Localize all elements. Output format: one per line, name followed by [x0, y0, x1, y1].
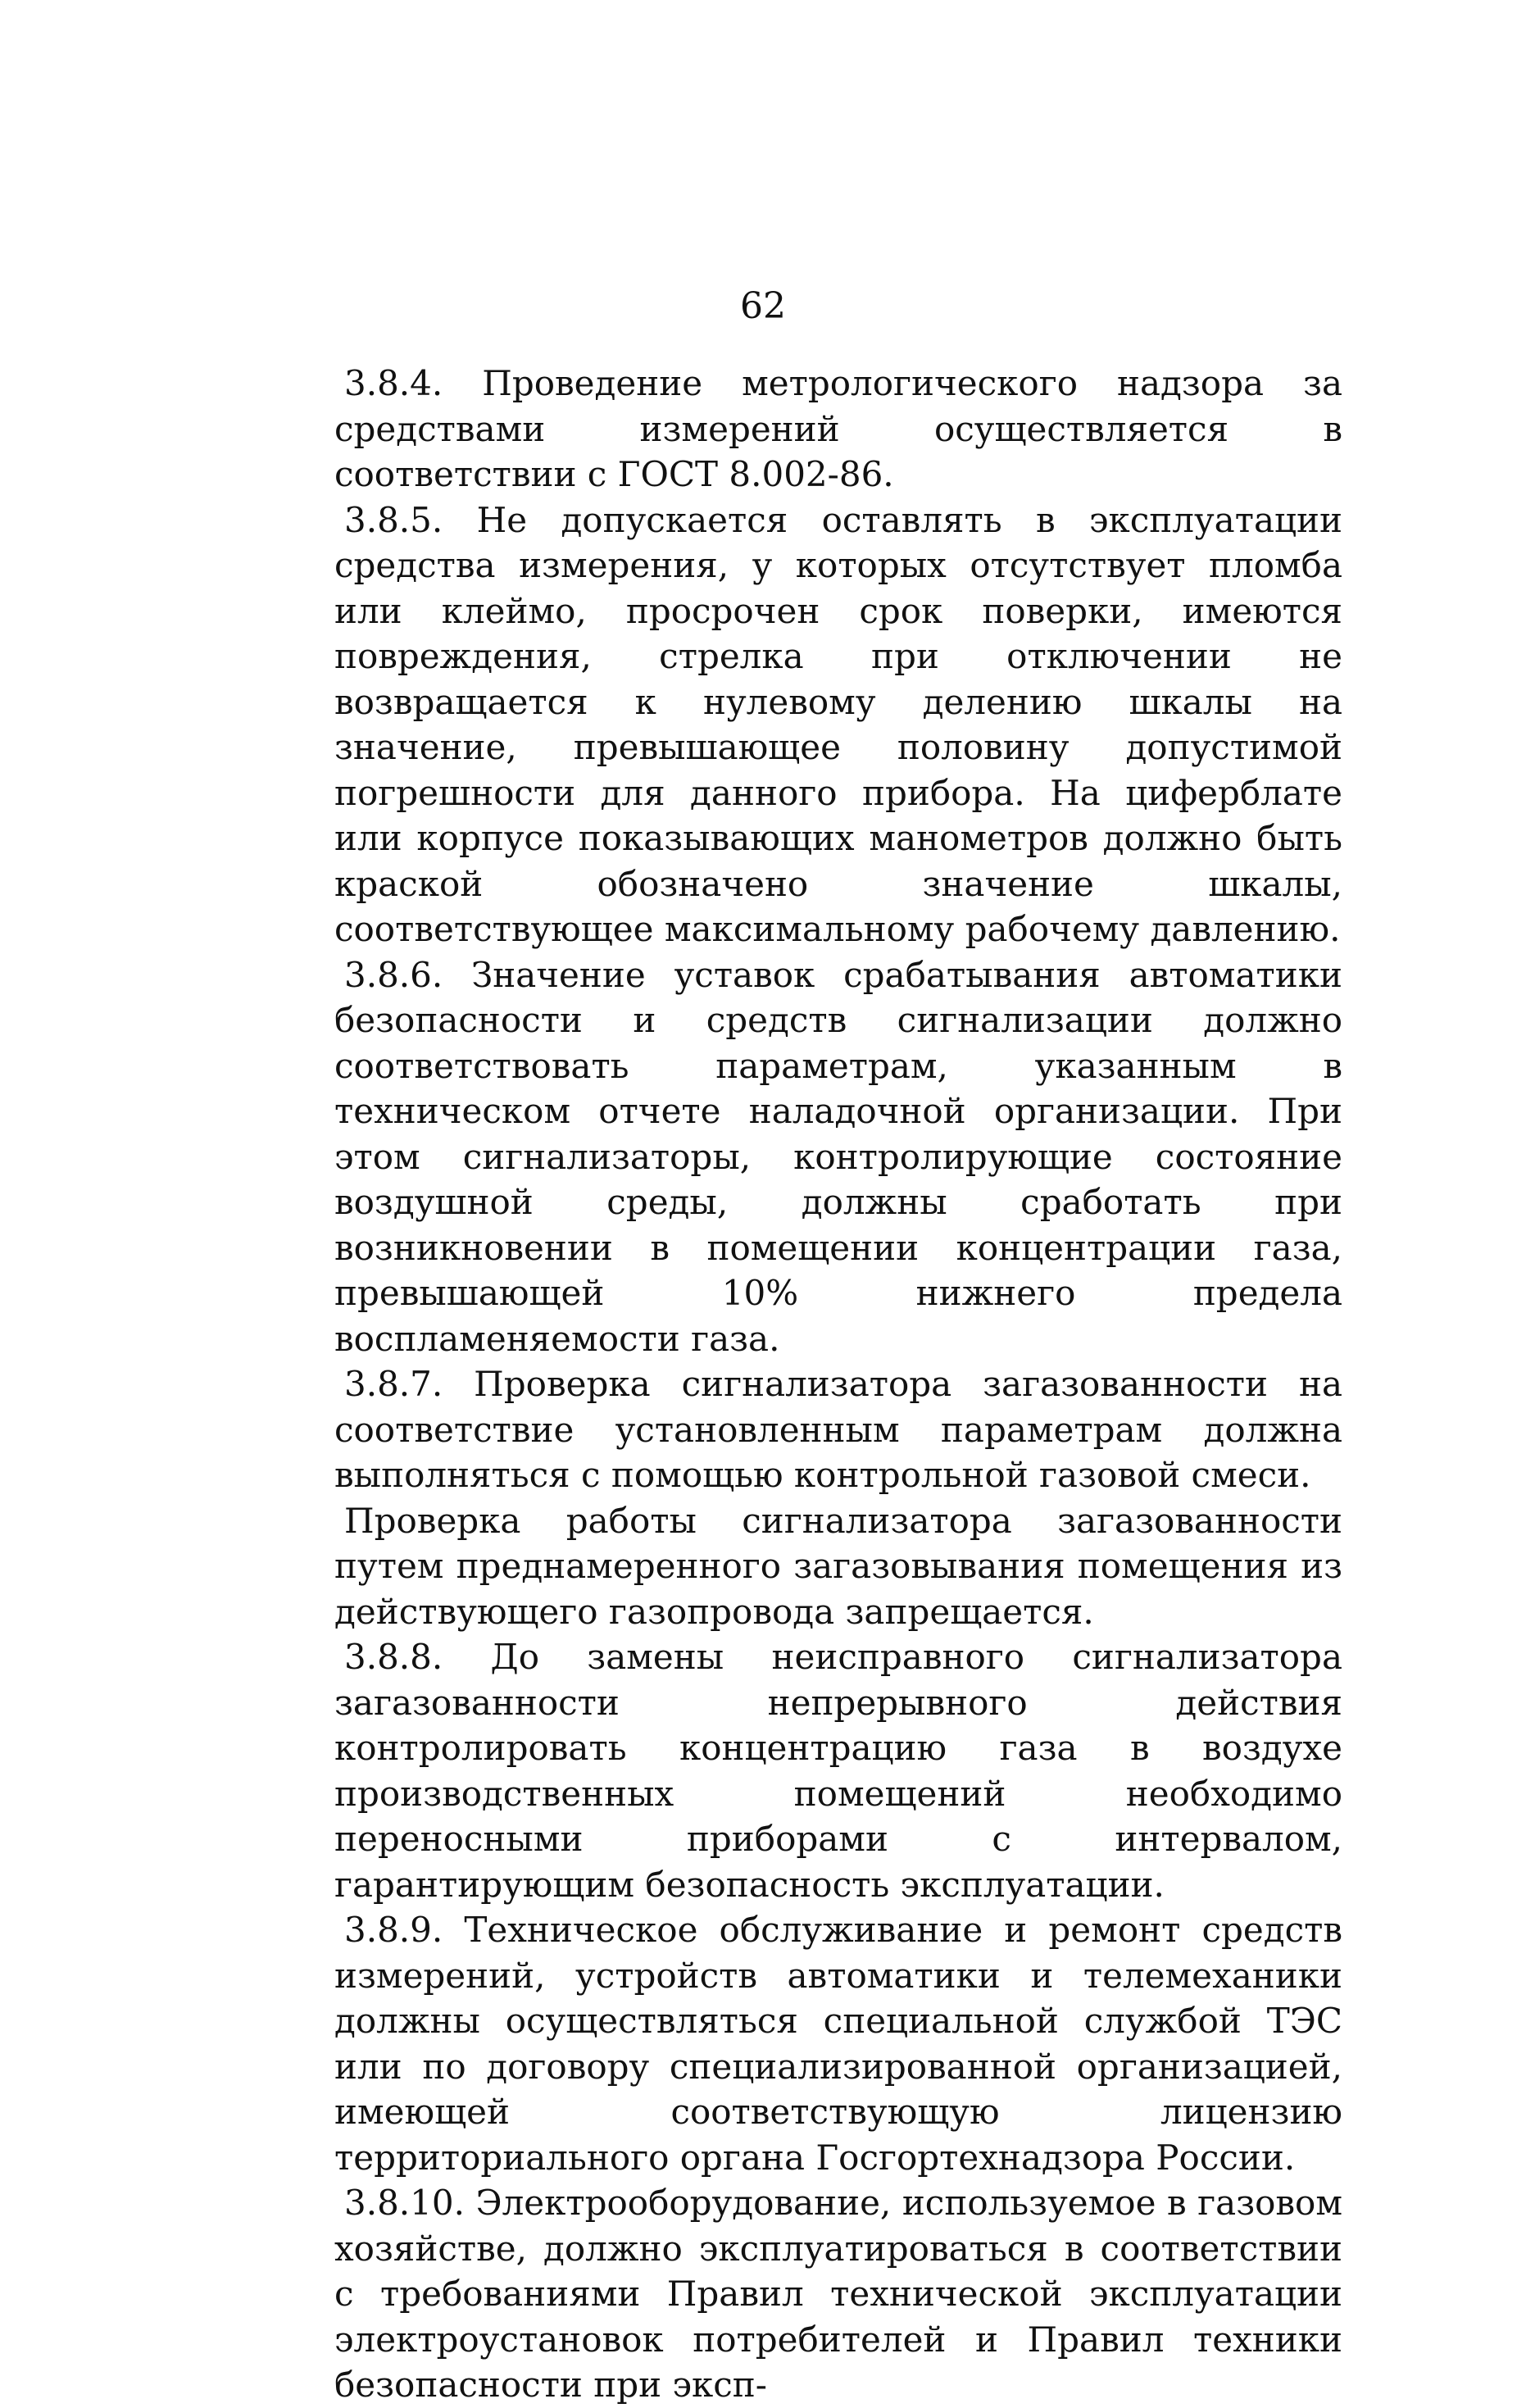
paragraph-3-8-4: 3.8.4. Проведение метрологического надзора за средствами измерений осуществляется в соответствии с ГОСТ 8.002-86.: [334, 363, 1342, 494]
page-number: 62: [740, 285, 786, 327]
paragraph-3-8-9: 3.8.9. Техническое обслуживание и ремонт средств измерений, устройств автоматики и телемеханики должны осуществляться специальной службой ТЭС или по договору специализированной организацией, имеющей соответствующую лицензию территориального органа Госгортехнадзора России.: [334, 1910, 1342, 2178]
paragraph-3-8-7-note: Проверка работы сигнализатора загазованности путем преднамеренного загазовывания помещения из действующего газопровода запрещается.: [334, 1500, 1342, 1632]
paragraph-3-8-7: 3.8.7. Проверка сигнализатора загазованности на соответствие установленным параметрам должна выполняться с помощью контрольной газовой смеси.: [334, 1364, 1342, 1495]
body-text: [334, 361, 1342, 2408]
paragraph-3-8-6: 3.8.6. Значение уставок срабатывания автоматики безопасности и средств сигнализации должно соответствовать параметрам, указанным в техническом отчете наладочной организации. При этом сигнализаторы, контролирующие состояние воздушной среды, должны сработать при возникновении в помещении концентрации газа, превышающей 10% нижнего предела воспламеняемости газа.: [334, 954, 1342, 1359]
paragraph-3-8-5: 3.8.5. Не допускается оставлять в эксплуатации средства измерения, у которых отсутствует пломба или клеймо, просрочен срок поверки, имеются повреждения, стрелка при отключении не возвращается к нулевому делению шкалы на значение, превышающее половину допустимой погрешности для данного прибора. На циферблате или корпусе показывающих манометров должно быть краской обозначено значение шкалы, соответствующее максимальному рабочему давлению.: [334, 499, 1342, 949]
paragraph-3-8-8: 3.8.8. До замены неисправного сигнализатора загазованности непрерывного действия контролировать концентрацию газа в воздухе производственных помещений необходимо переносными приборами с интервалом, гарантирующим безопасность эксплуатации.: [334, 1637, 1342, 1905]
paragraph-3-8-10: 3.8.10. Электрооборудование, используемое в газовом хозяйстве, должно эксплуатироваться в соответствии с требованиями Правил технической эксплуатации электроустановок потребителей и Правил техники безопасности при эксп-: [334, 2183, 1342, 2405]
